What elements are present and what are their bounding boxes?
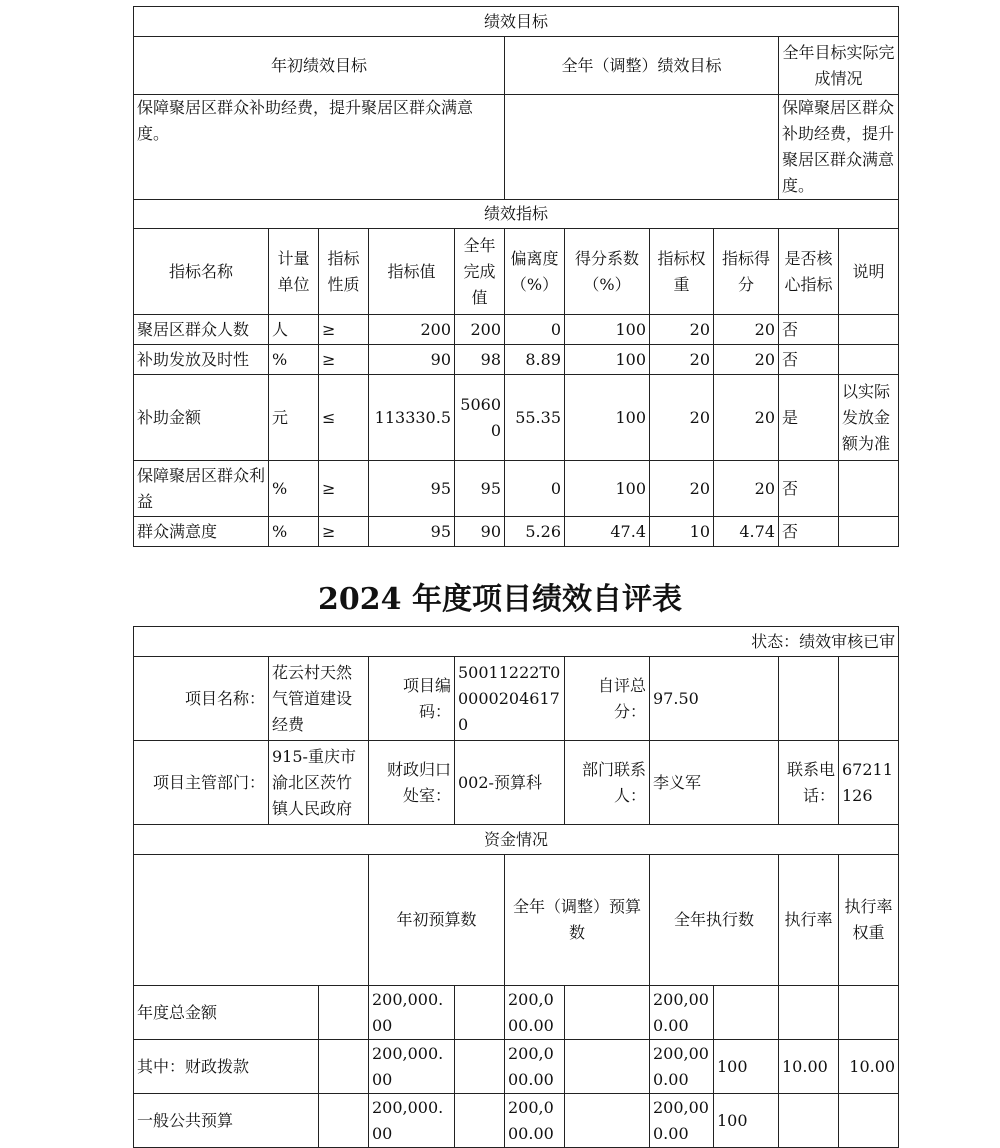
project-code-value: 50011222T000002046170 (455, 657, 565, 741)
funds-executed: 200,000.00 (650, 986, 714, 1040)
empty-cell (565, 1094, 650, 1148)
table-row (134, 1040, 899, 1094)
funds-header-initial: 年初预算数 (369, 855, 505, 986)
indicator-header-weight: 指标权重 (650, 229, 714, 315)
dept-label: 项目主管部门： (134, 741, 269, 825)
indicator-coef: 100 (565, 461, 650, 517)
indicator-deviation: 0 (505, 461, 565, 517)
indicator-core: 否 (779, 517, 839, 547)
table-row (134, 345, 899, 375)
indicator-target: 95 (369, 461, 455, 517)
funds-rate (714, 986, 779, 1040)
indicator-name: 保障聚居区群众利益 (134, 461, 269, 517)
indicator-target: 200 (369, 315, 455, 345)
indicator-coef: 100 (565, 315, 650, 345)
indicator-coef: 100 (565, 345, 650, 375)
indicator-name: 群众满意度 (134, 517, 269, 547)
indicator-nature: ≥ (319, 461, 369, 517)
indicator-note (839, 517, 899, 547)
indicator-header-score: 指标得分 (714, 229, 779, 315)
funds-rate: 100 (714, 1040, 779, 1094)
indicator-actual: 90 (455, 517, 505, 547)
indicator-deviation: 5.26 (505, 517, 565, 547)
indicator-score: 20 (714, 375, 779, 461)
indicator-header-note: 说明 (839, 229, 899, 315)
funds-weight (779, 986, 839, 1040)
indicator-header-unit: 计量单位 (269, 229, 319, 315)
funds-initial: 200,000.00 (369, 1040, 455, 1094)
goal-header-initial: 年初绩效目标 (134, 37, 505, 95)
funds-label: 年度总金额 (134, 986, 319, 1040)
indicator-deviation: 55.35 (505, 375, 565, 461)
indicator-name: 补助发放及时性 (134, 345, 269, 375)
funds-executed: 200,000.00 (650, 1094, 714, 1148)
project-code-label: 项目编码： (369, 657, 455, 741)
table-row (134, 1094, 899, 1148)
funds-weight (779, 1094, 839, 1148)
indicator-weight: 20 (650, 315, 714, 345)
contact-value: 李义军 (650, 741, 779, 825)
funds-adjusted: 200,000.00 (505, 1040, 565, 1094)
table-row (134, 986, 899, 1040)
funds-header-weight: 执行率权重 (839, 855, 899, 986)
indicator-unit: 人 (269, 315, 319, 345)
empty-cell (319, 1094, 369, 1148)
indicator-actual: 95 (455, 461, 505, 517)
self-score-label: 自评总分： (565, 657, 650, 741)
funds-score (839, 986, 899, 1040)
indicator-coef: 100 (565, 375, 650, 461)
empty-cell (565, 1040, 650, 1094)
indicator-weight: 10 (650, 517, 714, 547)
project-self-evaluation-table (133, 626, 899, 1148)
indicator-nature: ≥ (319, 345, 369, 375)
funds-header-executed: 全年执行数 (650, 855, 779, 986)
indicator-header-deviation: 偏离度（%） (505, 229, 565, 315)
goal-section-header: 绩效目标 (134, 7, 899, 37)
empty-cell (565, 986, 650, 1040)
indicator-core: 否 (779, 345, 839, 375)
finance-value: 002-预算科 (455, 741, 565, 825)
table-row (134, 517, 899, 547)
indicator-target: 113330.5 (369, 375, 455, 461)
indicator-header-coef: 得分系数（%） (565, 229, 650, 315)
funds-header-rate: 执行率 (779, 855, 839, 986)
indicator-target: 90 (369, 345, 455, 375)
indicator-nature: ≥ (319, 315, 369, 345)
indicator-target: 95 (369, 517, 455, 547)
empty-cell (319, 1040, 369, 1094)
funds-weight: 10.00 (779, 1040, 839, 1094)
funds-section-header: 资金情况 (134, 825, 899, 855)
funds-adjusted: 200,000.00 (505, 1094, 565, 1148)
funds-label: 一般公共预算 (134, 1094, 319, 1148)
indicator-core: 否 (779, 315, 839, 345)
project-name-label: 项目名称： (134, 657, 269, 741)
indicator-score: 20 (714, 461, 779, 517)
empty-cell (455, 1094, 505, 1148)
table-row (134, 375, 899, 461)
finance-label: 财政归口处室： (369, 741, 455, 825)
indicator-name: 聚居区群众人数 (134, 315, 269, 345)
indicator-unit: % (269, 345, 319, 375)
table-row (134, 461, 899, 517)
goal-adjusted-text (505, 95, 779, 200)
indicator-header-nature: 指标性质 (319, 229, 369, 315)
indicator-deviation: 8.89 (505, 345, 565, 375)
indicator-core: 是 (779, 375, 839, 461)
empty-cell (455, 1040, 505, 1094)
performance-indicator-table (133, 6, 899, 547)
page-title: 2024 年度项目绩效自评表 (318, 582, 682, 617)
goal-initial-text: 保障聚居区群众补助经费，提升聚居区群众满意度。 (134, 95, 505, 200)
project-name-value: 花云村天然气管道建设经费 (269, 657, 369, 741)
indicator-score: 20 (714, 315, 779, 345)
empty-cell (839, 657, 899, 741)
indicator-header-target: 指标值 (369, 229, 455, 315)
goal-actual-text: 保障聚居区群众补助经费，提升聚居区群众满意度。 (779, 95, 899, 200)
dept-value: 915-重庆市渝北区茨竹镇人民政府 (269, 741, 369, 825)
indicator-unit: % (269, 517, 319, 547)
indicator-nature: ≥ (319, 517, 369, 547)
indicator-weight: 20 (650, 375, 714, 461)
indicator-core: 否 (779, 461, 839, 517)
indicator-unit: % (269, 461, 319, 517)
funds-score (839, 1094, 899, 1148)
indicator-name: 补助金额 (134, 375, 269, 461)
funds-executed: 200,000.00 (650, 1040, 714, 1094)
indicator-header-actual: 全年完成值 (455, 229, 505, 315)
indicator-unit: 元 (269, 375, 319, 461)
funds-score: 10.00 (839, 1040, 899, 1094)
empty-cell (779, 657, 839, 741)
empty-cell (319, 986, 369, 1040)
indicator-actual: 98 (455, 345, 505, 375)
indicator-score: 20 (714, 345, 779, 375)
indicator-note (839, 315, 899, 345)
indicator-header-core: 是否核心指标 (779, 229, 839, 315)
funds-initial: 200,000.00 (369, 1094, 455, 1148)
funds-rate: 100 (714, 1094, 779, 1148)
indicator-nature: ≤ (319, 375, 369, 461)
status-badge: 状态：绩效审核已审 (134, 627, 899, 657)
indicator-note (839, 461, 899, 517)
contact-label: 部门联系人： (565, 741, 650, 825)
funds-initial: 200,000.00 (369, 986, 455, 1040)
indicator-actual: 200 (455, 315, 505, 345)
indicator-coef: 47.4 (565, 517, 650, 547)
funds-header-adjusted: 全年（调整）预算数 (505, 855, 650, 986)
funds-adjusted: 200,000.00 (505, 986, 565, 1040)
indicator-deviation: 0 (505, 315, 565, 345)
table-row (134, 315, 899, 345)
indicator-section-header: 绩效指标 (134, 200, 899, 229)
phone-value: 67211126 (839, 741, 899, 825)
indicator-note (839, 345, 899, 375)
self-score-value: 97.50 (650, 657, 779, 741)
indicator-score: 4.74 (714, 517, 779, 547)
indicator-actual: 50600 (455, 375, 505, 461)
indicator-header-name: 指标名称 (134, 229, 269, 315)
phone-label: 联系电话： (779, 741, 839, 825)
empty-cell (455, 986, 505, 1040)
goal-header-adjusted: 全年（调整）绩效目标 (505, 37, 779, 95)
indicator-note: 以实际发放金额为准 (839, 375, 899, 461)
funds-label: 其中：财政拨款 (134, 1040, 319, 1094)
empty-cell (134, 855, 369, 986)
indicator-weight: 20 (650, 461, 714, 517)
indicator-weight: 20 (650, 345, 714, 375)
goal-header-actual: 全年目标实际完成情况 (779, 37, 899, 95)
